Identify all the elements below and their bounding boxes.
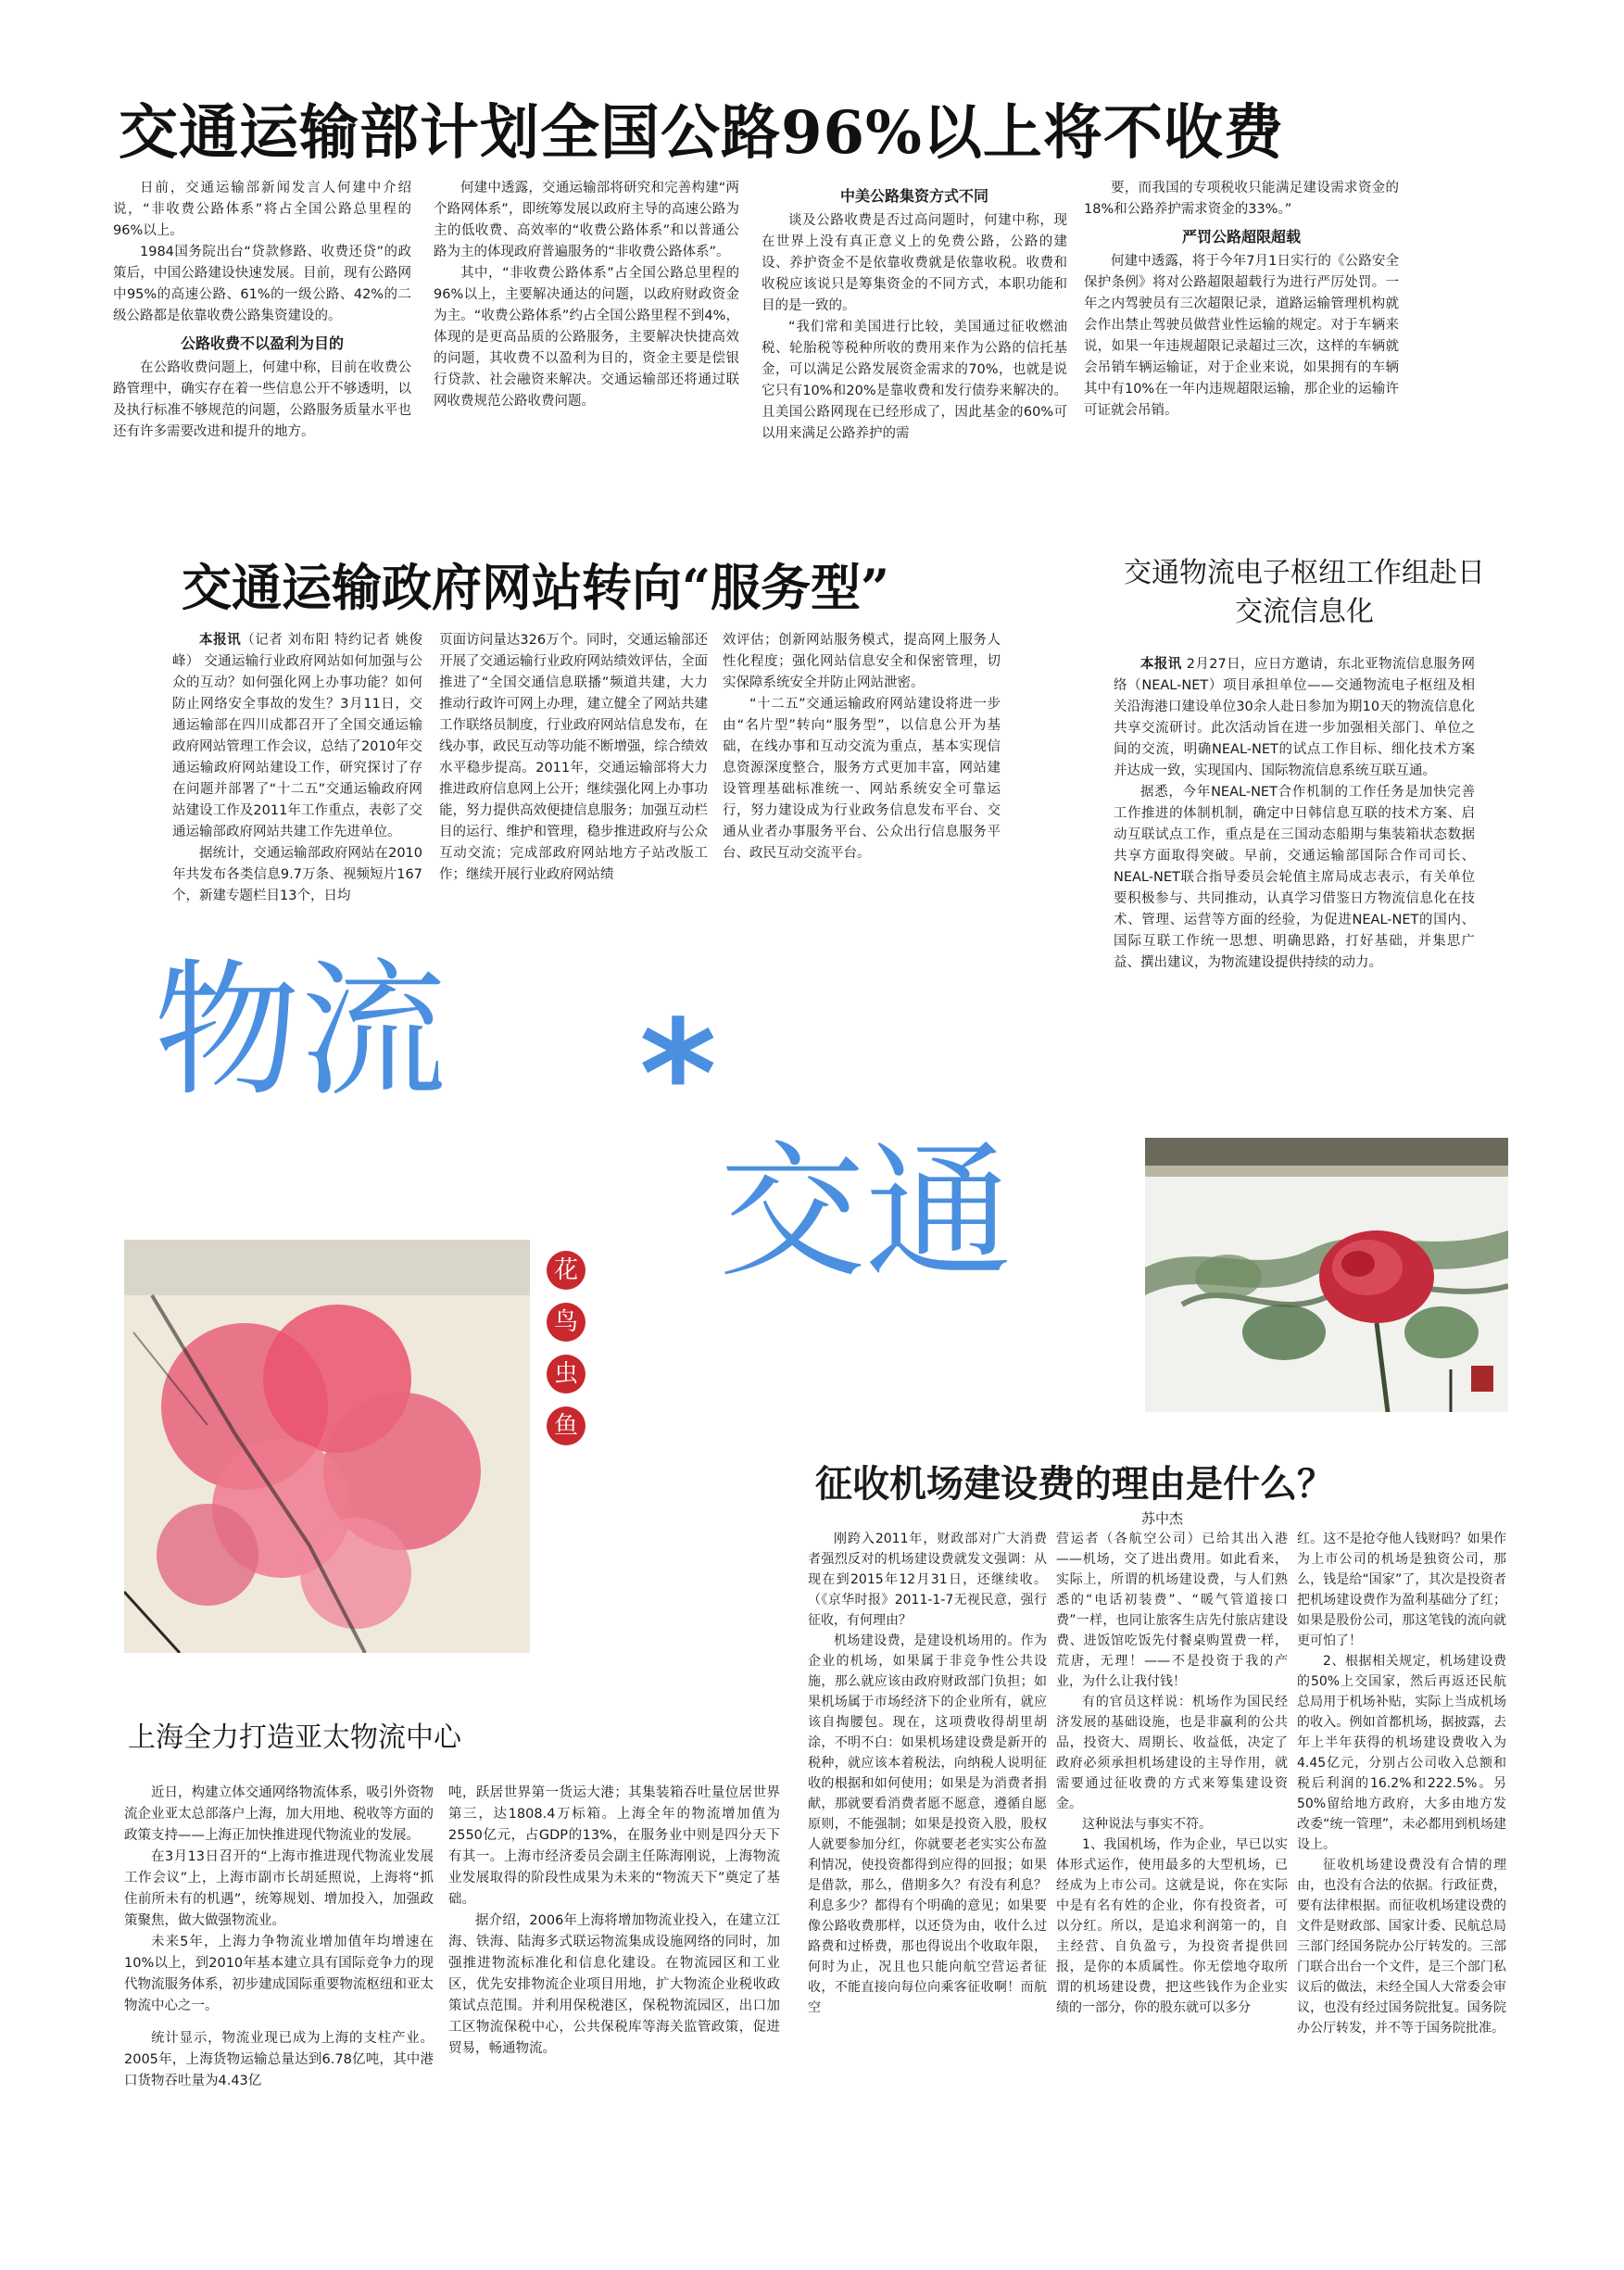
article5-paragraph: 有的官员这样说：机场作为国民经济发展的基础设施，也是非赢利的公共品，投资大、周期长、收益低，决定了政府必须承担机场建设的主导作用，就需要通过征收费的方式来筹集建设资金。 (1056, 1695, 1288, 1811)
article1-column-1 (113, 178, 411, 482)
article5-title: 征收机场建设费的理由是什么？ (815, 1463, 1334, 1506)
peony-illustration (1145, 1138, 1508, 1412)
article4-paragraph: 近日，构建立体交通网络物流体系，吸引外资物流企业亚太总部落户上海，加大用地、税收等方面的政策支持——上海正加快推进现代物流业的发展。 (124, 1785, 434, 1843)
banner-star: * (639, 988, 717, 1161)
article4-paragraph: 在3月13日召开的“上海市推进现代物流业发展工作会议”上，上海市副市长胡延照说，上海将“抓住前所未有的机遇”，统筹规划、增加投入，加强政策聚焦，做大做强物流业。 (124, 1849, 434, 1928)
article1-paragraph: 要，而我国的专项税收只能满足建设需求资金的18%和公路养护需求资金的33%。” (1084, 181, 1399, 217)
article1-subheading: 公路收费不以盈利为目的 (180, 334, 344, 352)
article1-column-2 (434, 178, 739, 482)
article5-paragraph: 红。这不是抢夺他人钱财吗？如果作为上市公司的机场是独资公司，那么，钱是给“国家”了，其次是投资者把机场建设费作为盈利基础分了红；如果是股份公司，那这笔钱的流向就更可怕了！ (1297, 1532, 1506, 1648)
article4-column-1 (124, 1783, 434, 2246)
article3-body (1114, 654, 1475, 1090)
article1-paragraph: 1984国务院出台“贷款修路、收费还贷”的政策后，中国公路建设快速发展。目前，现有公路网中95%的高速公路、61%的一级公路、42%的二级公路都是依靠收费公路集资建设的。 (113, 245, 411, 323)
banner-word-logistics: 物流 (154, 946, 447, 1116)
article3-paragraph (1114, 654, 1475, 782)
article1-title: 交通运输部计划全国公路96%以上将不收费 (119, 98, 1284, 168)
article4-paragraph: 吨，跃居世界第一货运大港；其集装箱吞吐量位居世界第三，达1808.4万标箱。上海全年的物流增加值为2550亿元，占GDP的13%，在服务业中则是四分天下有其一。上海市经济委员会副主任陈海刚说，上海物流业发展取得的阶段性成果为未来的“物流天下”奠定了基础。 (448, 1785, 780, 1907)
article4-paragraph: 统计显示，物流业现已成为上海的支柱产业。2005年，上海货物运输总量达到6.78亿吨，其中港口货物吞吐量为4.43亿 (124, 2031, 434, 2088)
article5-author: 苏中杰 (1141, 1510, 1184, 1527)
article5-column-3 (1297, 1529, 1506, 2261)
article5-paragraph: 这种说法与事实不符。 (1082, 1817, 1212, 1832)
article1-column-4 (1084, 178, 1399, 484)
article1-paragraph: 谈及公路收费是否过高问题时，何建中称，现在世界上没有真正意义上的免费公路，公路的建设、养护资金不是依靠收费就是依靠收税。收费和收税应该说只是筹集资金的不同方式，本职功能和目的是一致的。 (762, 213, 1067, 313)
article2-title: 交通运输政府网站转向“服务型” (182, 558, 890, 617)
article2-paragraph: 据统计，交通运输部政府网站在2010年共发布各类信息9.7万条、视频短片167个，新建专题栏目13个，日均 (172, 846, 422, 903)
article5-paragraph: 征收机场建设费没有合情的理由，也没有合法的依据。行政征费，要有法律根据。而征收机场建设费的文件是财政部、国家计委、民航总局三部门经国务院办公厅转发的。三部门联合出台一个文件，是三个部门私议后的做法，未经全国人大常委会审议，也没有经过国务院批复。国务院办公厅转发，并不等于国务院批准。 (1297, 1858, 1506, 2036)
article1-paragraph: 何建中透露，交通运输部将研究和完善构建“两个路网体系”，即统筹发展以政府主导的高速公路为主的低收费、高效率的“收费公路体系”和以普通公路为主的体现政府普遍服务的“非收费公路体系”。 (434, 181, 739, 259)
article5-paragraph: 1、我国机场，作为企业，早已以实体形式运作，使用最多的大型机场，已经成为上市公司。这就是说，你在实际中是有名有姓的企业，你有投资者，可以分红。所以，是追求利润第一的，自主经营、自负盈亏，为投资者提供回报，是你的本质属性。你无偿地夺取所谓的机场建设费，把这些钱作为企业实绩的一部分，你的股东就可以多分 (1056, 1837, 1288, 2015)
banner-word-transport: 交通 (719, 1128, 1012, 1298)
article3-lead: 本报讯 (1140, 657, 1182, 672)
peony-painting-image (1145, 1138, 1508, 1412)
article2-column-2 (439, 630, 708, 936)
article1-paragraph: 其中，“非收费公路体系”占全国公路总里程的96%以上，主要解决通达的问题，以政府财政资金为主。“收费公路体系”约占全国公路里程不到4%，体现的是更高品质的公路服务，主要解决快捷高效的问题，其收费不以盈利为目的，资金主要是偿银行贷款、社会融资来解决。交通运输部还将通过联网收费规范公路收费问题。 (434, 266, 739, 409)
article3-title: 交通物流电子枢纽工作组赴日交流信息化 (1124, 557, 1485, 628)
blossom-illustration (124, 1240, 530, 1653)
article5-paragraph: 2、根据相关规定，机场建设费的50%上交国家，然后再返还民航总局用于机场补贴，实际上当成机场的收入。例如首都机场，据披露，去年上半年获得的机场建设费收入为4.45亿元，分别占公司收入总额和税后利润的16.2%和222.5%。另50%留给地方政府，大多由地方发改委“统一管理”，未必都用到机场建设上。 (1297, 1654, 1506, 1852)
seal-stamp: 花 (547, 1251, 585, 1290)
article3-paragraph: 据悉，今年NEAL-NET合作机制的工作任务是加快完善工作推进的体制机制，确定中日韩信息互联的技术方案、启动互联试点工作，重点是在三国动态船期与集装箱状态数据共享方面取得突破。早前，交通运输部国际合作司司长、NEAL-NET联合指导委员会轮值主席局成志表示，有关单位要积极参与、共同推动，认真学习借鉴日方物流信息化在技术、管理、运营等方面的经验，为促进NEAL-NET的国内、国际互联工作统一思想、明确思路，打好基础，并集思广益、撰出建议，为物流建设提供持续的动力。 (1114, 785, 1475, 970)
article2-paragraph: 效评估；创新网站服务模式，提高网上服务人性化程度；强化网站信息安全和保密管理，切实保障系统安全并防止网站泄密。 (723, 633, 1001, 690)
article2-lead: 本报讯 (199, 633, 242, 648)
blossom-painting-image (124, 1240, 530, 1653)
article2-paragraph: 页面访问量达326万个。同时，交通运输部还开展了交通运输行业政府网站绩效评估，全面推进了“全国交通信息联播”频道共建，大力推动行政许可网上办理，建立健全了网站共建工作联络员制度，行业政府网站信息发布，在线办事，政民互动等功能不断增强，综合绩效水平稳步提高。2011年，交通运输部将大力推进政府信息网上公开；继续强化网上办事功能，努力提供高效便捷信息服务；加强互动栏目的运行、维护和管理，稳步推进政府与公众互动交流；完成部政府网站地方子站改版工作；继续开展行业政府网站绩 (439, 633, 708, 882)
article1-paragraph: “我们常和美国进行比较，美国通过征收燃油税、轮胎税等税种所收的费用来作为公路的信托基金，可以满足公路发展资金需求的70%，也就是说它只有10%和20%是靠收费和发行债券来解决的。且美国公路网现在已经形成了，因此基金的60%可以用来满足公路养护的需 (762, 320, 1067, 441)
article5-paragraph: 营运者（各航空公司）已给其出入港——机场，交了进出费用。如此看来，实际上，所谓的机场建设费，与人们熟悉的“电话初装费”、“暖气管道接口费”一样，也同让旅客生店先付旅店建设费、进饭馆吃饭先付餐桌购置费一样，荒唐，无理！——不是投资于我的产业，为什么让我付钱！ (1056, 1532, 1288, 1689)
article1-subheading: 中美公路集资方式不同 (839, 187, 988, 205)
article2-text: （记者 刘布阳 特约记者 姚俊峰） 交通运输行业政府网站如何加强与公众的互动？如何强化网上办事功能？如何防止网络安全事故的发生？3月11日，交通运输部在四川成都召开了全国交通运输政府网站管理工作会议，总结了2010年交通运输政府网站建设工作，研究探讨了存在问题并部署了“十二五”交通运输政府网站建设工作及2011年工作重点，表彰了交通运输部政府网站共建工作先进单位。 (172, 633, 422, 839)
article1-subheading: 严罚公路超限超载 (1181, 228, 1301, 246)
article1-paragraph: 何建中透露，将于今年7月1日实行的《公路安全保护条例》将对公路超限超载行为进行严厉处罚。一年之内驾驶员有三次超限记录，道路运输管理机构就会作出禁止驾驶员做营业性运输的规定。对于车辆来说，如果一年违规超限记录超过三次，这样的车辆就会吊销车辆运输证，对于企业来说，如果拥有的车辆其中有10%在一年内违规超限运输，那企业的运输许可证就会吊销。 (1084, 254, 1399, 418)
article2-paragraph: “十二五”交通运输政府网站建设将进一步由“名片型”转向“服务型”，以信息公开为基础，在线办事和互动交流为重点，基本实现信息资源深度整合，服务方式更加丰富，网站建设管理基础标准统一、网站系统安全可靠运行，努力建设成为行业政务信息发布平台、交通从业者办事服务平台、公众出行信息服务平台、政民互动交流平台。 (723, 697, 1001, 861)
article4-column-2 (448, 1783, 780, 2246)
seal-stamp: 鸟 (547, 1303, 585, 1342)
article4-title: 上海全力打造亚太物流中心 (128, 1721, 461, 1754)
article1-paragraph: 在公路收费问题上，何建中称，目前在收费公路管理中，确实存在着一些信息公开不够透明，以及执行标准不够规范的问题，公路服务质量水平也还有许多需要改进和提升的地方。 (113, 360, 411, 439)
article4-paragraph: 未来5年，上海力争物流业增加值年均增速在10%以上，到2010年基本建立具有国际竞争力的现代物流服务体系，初步建成国际重要物流枢纽和亚太物流中心之一。 (124, 1935, 434, 2013)
article2-paragraph (172, 630, 422, 843)
article2-column-1 (172, 630, 422, 936)
seal-stamp: 鱼 (547, 1406, 585, 1445)
article4-paragraph: 据介绍，2006年上海将增加物流业投入，在建立江海、铁海、陆海多式联运物流集成设施网络的同时，加强推进物流标准化和信息化建设。在物流园区和工业区，优先安排物流企业项目用地，扩大物流企业税收政策试点范围。并利用保税港区，保税物流园区，出口加工区物流保税中心，公共保税库等海关监管政策，促进贸易，畅通物流。 (448, 1913, 780, 2056)
seal-stamp-column (547, 1251, 589, 1445)
article2-column-3 (723, 630, 1001, 936)
article5-column-2 (1056, 1529, 1288, 2261)
seal-stamp: 虫 (547, 1355, 585, 1394)
article1-paragraph: 日前，交通运输部新闻发言人何建中介绍说，“非收费公路体系”将占全国公路总里程的96%以上。 (113, 181, 411, 238)
article3-text: 2月27日，应日方邀请，东北亚物流信息服务网络（NEAL-NET）项目承担单位——交通物流电子枢纽及相关沿海港口建设单位30余人赴日参加为期10天的物流信息化共享交流研讨。此次活动旨在进一步加强相关部门、单位之间的交流，明确NEAL-NET的试点工作目标、细化技术方案并达成一致，实现国内、国际物流信息系统互联互通。 (1114, 657, 1475, 778)
article1-column-3 (762, 185, 1067, 482)
article5-paragraph: 刚跨入2011年，财政部对广大消费者强烈反对的机场建设费就发文强调：从现在到2015年12月31日，还继续收。（《京华时报》2011-1-7无视民意，强行征收，有何理由？ (808, 1532, 1047, 1628)
article5-paragraph: 机场建设费，是建设机场用的。作为企业的机场，如果属于非竞争性公共设施，那么就应该由政府财政部门负担；如果机场属于市场经济下的企业所有，就应该自掏腰包。现在，这项费收得胡里胡涂，不明不白：如果机场建设费是新开的税种，就应该本着税法，向纳税人说明征收的根据和如何使用；如果是为消费者捐献，那就要看消费者愿不愿意，遵循自愿原则，不能强制；如果是投资入股，股权人就要参加分红，你就要老老实实公布盈利情况，使投资都得到应得的回报；如果是借款，那么，借期多久？有没有利息？利息多少？都得有个明确的意见；如果要像公路收费那样，以还贷为由，收什么过路费和过桥费，那也得说出个收取年限，何时为止，况且也只能向航空营运者征收，不能直接向每位向乘客征收啊！而航空 (808, 1633, 1047, 2015)
article5-column-1 (808, 1529, 1047, 2261)
